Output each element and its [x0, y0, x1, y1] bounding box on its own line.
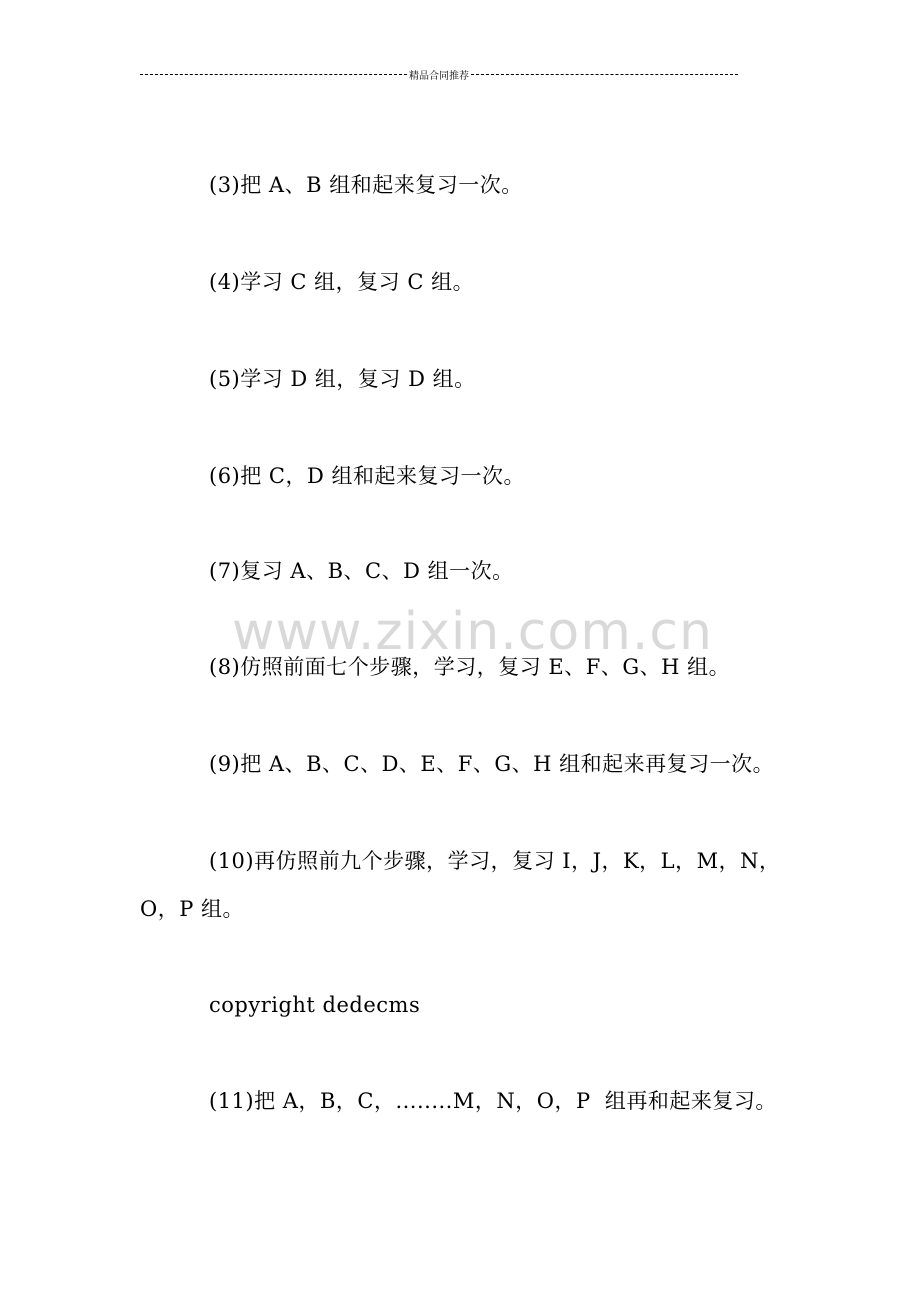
paragraph-step-11: (11)把 A，B，C，........M，N，O，P 组再和起来复习。	[209, 1089, 777, 1113]
paragraph-step-7: (7)复习 A、B、C、D 组一次。	[209, 559, 514, 583]
header-dash-right	[471, 74, 738, 75]
watermark: www.zixin.com.cn	[232, 602, 713, 662]
paragraph-step-4: (4)学习 C 组，复习 C 组。	[209, 270, 475, 294]
paragraph-step-6: (6)把 C，D 组和起来复习一次。	[209, 464, 526, 488]
paragraph-step-5: (5)学习 D 组，复习 D 组。	[209, 367, 476, 391]
paragraph-step-9: (9)把 A、B、C、D、E、F、G、H 组和起来再复习一次。	[209, 752, 775, 776]
paragraph-copyright: copyright dedecms	[209, 993, 421, 1017]
page-header	[140, 66, 738, 82]
paragraph-step-8: (8)仿照前面七个步骤，学习，复习 E、F、G、H 组。	[209, 655, 731, 679]
header-dash-left	[140, 74, 407, 75]
paragraph-step-3: (3)把 A、B 组和起来复习一次。	[209, 173, 523, 197]
header-label: 精品合同推荐	[409, 70, 469, 82]
paragraph-step-10: (10)再仿照前九个步骤，学习，复习 I，J，K，L，M，N，O，P 组。	[140, 849, 781, 921]
